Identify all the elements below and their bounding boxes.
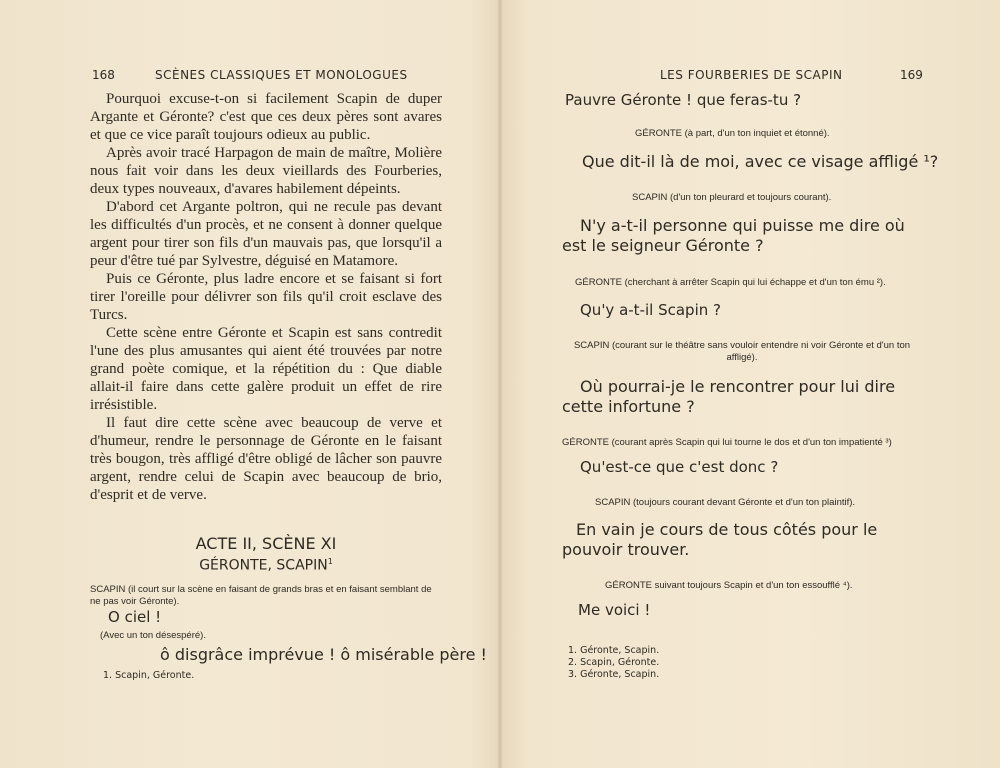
speech-7: En vain je cours de tous côtés pour le pouvoir trouver. bbox=[562, 520, 878, 559]
speech-8: Me voici ! bbox=[578, 601, 651, 619]
right-footnote-2: 2. Scapin, Géronte. bbox=[568, 657, 660, 668]
left-running-head: SCÈNES CLASSIQUES ET MONOLOGUES bbox=[155, 68, 408, 82]
right-running-head: LES FOURBERIES DE SCAPIN bbox=[660, 68, 843, 82]
right-footnote-3: 3. Géronte, Scapin. bbox=[568, 669, 660, 680]
speech-3: N'y a-t-il personne qui puisse me dire où est le seigneur Géronte ? bbox=[562, 216, 905, 255]
stage-5: GÉRONTE (courant après Scapin qui lui tourne le dos et d'un ton impatienté ³) bbox=[562, 437, 892, 448]
stage-direction-1: SCAPIN (il court sur la scène en faisant de grands bras et en faisant semblant de ne pas voir Géronte). bbox=[90, 584, 432, 607]
stage-3: GÉRONTE (cherchant à arrêter Scapin qui lui échappe et d'un ton ému ²). bbox=[575, 277, 886, 288]
right-page-number: 169 bbox=[900, 68, 923, 82]
speech-4: Qu'y a-t-il Scapin ? bbox=[580, 301, 721, 319]
left-page-number: 168 bbox=[92, 68, 115, 82]
scene-characters bbox=[90, 557, 442, 574]
speech-line-1: O ciel ! bbox=[108, 608, 162, 626]
right-page bbox=[500, 0, 1000, 768]
act-title: ACTE II, SCÈNE XI bbox=[195, 534, 337, 553]
paragraph-4: Puis ce Géronte, plus ladre encore et se faisant si fort tirer l'oreille pour délivrer son fils qu'il croit esclave des Turcs. bbox=[90, 271, 442, 323]
scene-characters-note: 1 bbox=[327, 557, 333, 566]
speech-2: Que dit-il là de moi, avec ce visage affligé ¹? bbox=[582, 152, 939, 171]
left-prose bbox=[90, 90, 442, 504]
stage-7: GÉRONTE suivant toujours Scapin et d'un ton essoufflé ⁴). bbox=[605, 580, 853, 591]
speech-5: Où pourrai-je le rencontrer pour lui dire cette infortune ? bbox=[562, 377, 896, 416]
stage-1: GÉRONTE (à part, d'un ton inquiet et étonné). bbox=[635, 128, 830, 139]
stage-2: SCAPIN (d'un ton pleurard et toujours courant). bbox=[632, 192, 832, 203]
stage-6: SCAPIN (toujours courant devant Géronte et d'un ton plaintif). bbox=[595, 497, 856, 508]
paragraph-3: D'abord cet Argante poltron, qui ne recule pas devant les difficultés d'un procès, et ne consent à donner quelque argent pour tirer son fils d'un mauvais pas, que lorsqu'il a peur d'être tué par Sylvestre, déguisé en Matamore. bbox=[90, 199, 442, 269]
paragraph-6: Il faut dire cette scène avec beaucoup de verve et d'humeur, rendre le personnage de Géronte en le faisant très bougon, très affligé d'être obligé de lâcher son pauvre argent, rendre celui de Scapin avec beaucoup de brio, d'esprit et de verve. bbox=[90, 415, 442, 503]
stage-4: SCAPIN (courant sur le théâtre sans vouloir entendre ni voir Géronte et d'un ton affligé). bbox=[573, 340, 911, 363]
right-footnote-1: 1. Géronte, Scapin. bbox=[568, 645, 660, 656]
paragraph-5: Cette scène entre Géronte et Scapin est sans contredit l'une des plus amusantes qui aient été trouvées par notre grand poète comique, et la répétition du : Que diable allait-il faire dans cette galère produit un effet de rire irrésistible. bbox=[90, 325, 442, 413]
left-footnote: 1. Scapin, Géronte. bbox=[103, 670, 195, 681]
speech-line-2: ô disgrâce imprévue ! ô misérable père ! bbox=[160, 645, 487, 664]
speech-6: Qu'est-ce que c'est donc ? bbox=[580, 458, 779, 476]
paragraph-1: Pourquoi excuse-t-on si facilement Scapin de duper Argante et Géronte? c'est que ces deux pères sont avares et que ce vice paraît toujours odieux au public. bbox=[90, 91, 442, 143]
speech-1: Pauvre Géronte ! que feras-tu ? bbox=[565, 91, 802, 109]
stage-direction-2: (Avec un ton désespéré). bbox=[100, 630, 206, 641]
scene-characters-text: GÉRONTE, SCAPIN bbox=[199, 557, 328, 574]
paragraph-2: Après avoir tracé Harpagon de main de maître, Molière nous fait voir dans les deux vieillards des Fourberies, deux types nouveaux, d'avares habilement dépeints. bbox=[90, 145, 442, 197]
